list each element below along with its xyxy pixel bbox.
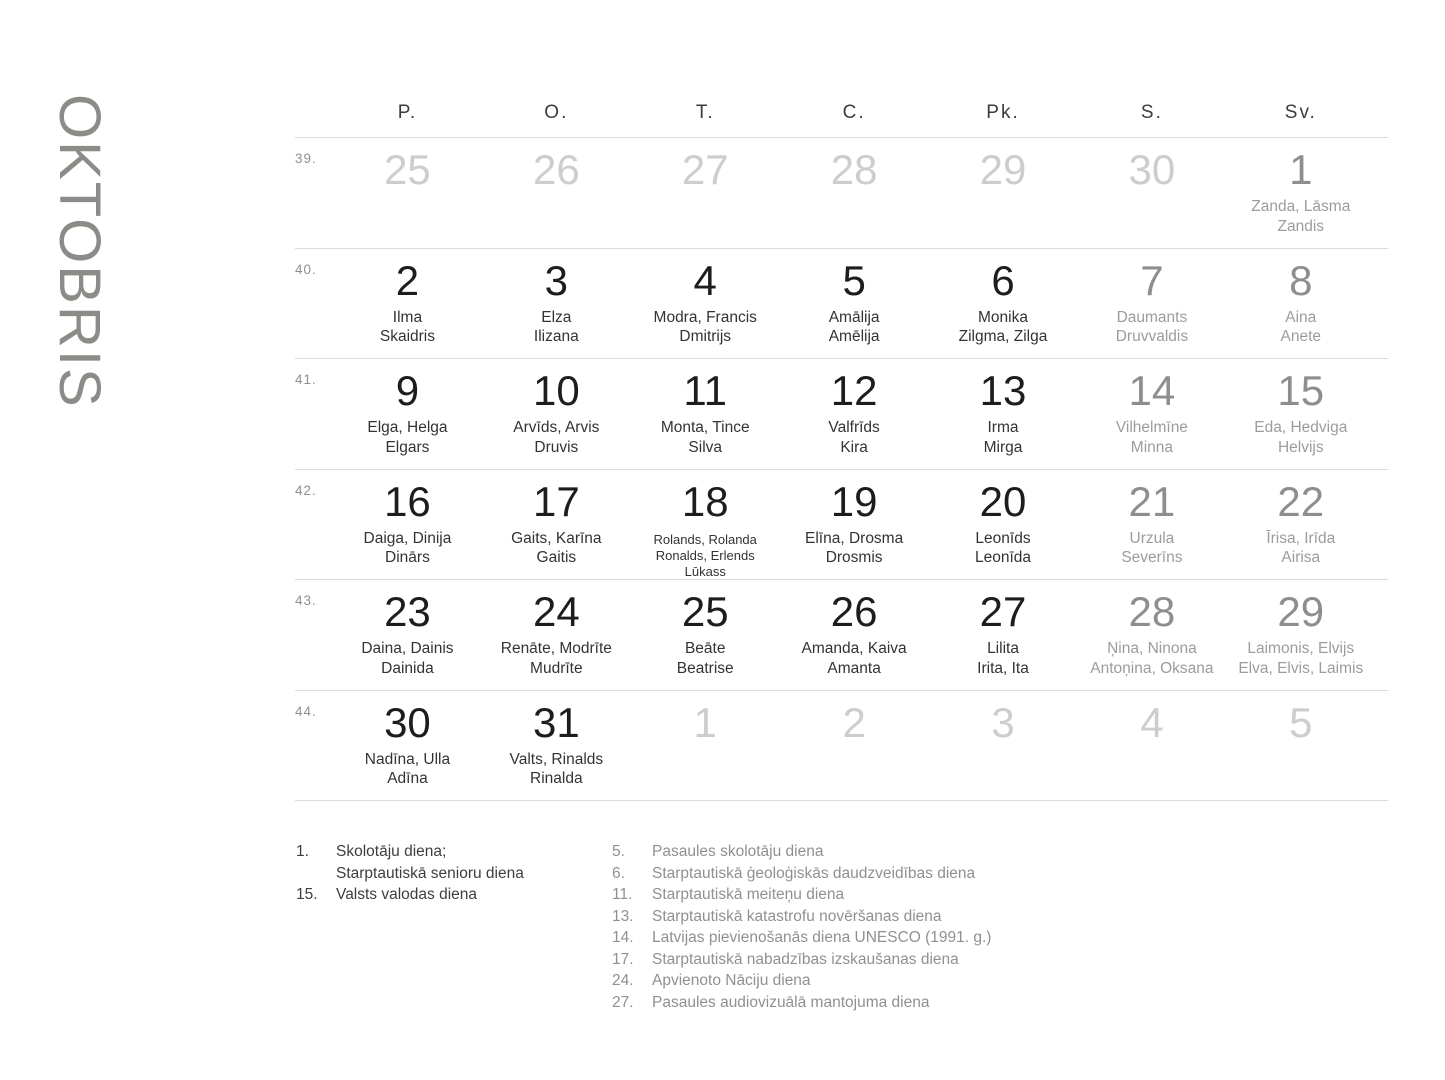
day-names (929, 308, 1078, 347)
name-day-line: Elīna, Drosma (805, 529, 904, 547)
day-number: 18 (681, 477, 729, 525)
footnote-line: Starptautiskā nabadzības izskaušanas diena (652, 950, 959, 968)
weekday-header: T. (695, 102, 715, 123)
day-number: 8 (1289, 256, 1313, 304)
footnote-day-number: 17. (612, 950, 634, 968)
day-number: 20 (979, 477, 1027, 525)
footnote-item (612, 906, 991, 928)
week-row (295, 469, 1388, 580)
footnote-line: Starptautiskā ģeoloģiskās daudzveidības diena (652, 864, 976, 882)
day-cell (631, 470, 780, 580)
day-cell (482, 580, 631, 690)
week-number-label: 41. (295, 372, 317, 387)
day-names (631, 532, 780, 580)
day-cell (929, 470, 1078, 580)
name-day-line: Amēlija (828, 328, 880, 345)
day-number: 2 (395, 256, 420, 304)
footnote-day-number: 13. (612, 907, 634, 925)
footnote-item (296, 884, 524, 906)
name-day-line: Irita, Ita (977, 659, 1029, 677)
day-cell (780, 249, 929, 359)
day-cell (333, 249, 482, 359)
day-cell (1226, 359, 1375, 469)
day-cell (1226, 138, 1375, 248)
footnote-line: Skolotāju diena; (336, 843, 447, 860)
footnote-day-number: 5. (612, 843, 625, 860)
name-day-line: Daiga, Dinija (363, 529, 452, 547)
day-names (482, 529, 631, 568)
day-cell (333, 691, 482, 801)
day-cell (929, 691, 1078, 801)
day-cell (482, 691, 631, 801)
name-day-line: Nadīna, Ulla (364, 750, 451, 768)
day-number: 11 (683, 367, 728, 414)
day-number: 24 (532, 588, 580, 635)
name-day-line: Beatrise (676, 659, 734, 677)
footnote-text (652, 841, 991, 863)
name-day-line: Daumants (1116, 308, 1188, 326)
footnote-day-number: 14. (612, 929, 634, 946)
week-number-label: 39. (295, 151, 317, 166)
day-names (631, 308, 780, 347)
name-day-line: Helvijs (1277, 438, 1324, 456)
name-day-line: Silva (688, 438, 723, 456)
name-day-line: Zandis (1277, 217, 1325, 235)
day-cell (780, 691, 929, 801)
day-number: 4 (1140, 698, 1164, 746)
footnote-text (336, 884, 524, 906)
day-number: 31 (532, 698, 580, 746)
name-day-line: Kira (840, 438, 868, 456)
name-day-line: Valfrīds (828, 419, 880, 436)
name-day-line: Anete (1280, 328, 1322, 345)
day-cell (780, 359, 929, 469)
day-number: 22 (1277, 477, 1325, 525)
footnote-item (612, 841, 991, 863)
name-day-line: Amanta (827, 659, 881, 677)
day-cell (780, 138, 929, 248)
day-names (333, 308, 482, 347)
day-number: 15 (1277, 367, 1325, 414)
name-day-line: Leonīda (974, 549, 1032, 566)
name-day-line: Druvis (534, 438, 579, 456)
footnote-text (652, 863, 991, 885)
month-title: OKTOBRIS (47, 94, 112, 409)
day-cell (631, 580, 780, 690)
weekday-header-row (295, 90, 1388, 137)
name-day-line: Elga, Helga (367, 419, 448, 436)
name-day-line: Amālija (828, 308, 880, 326)
name-day-line: Monika (978, 308, 1028, 326)
day-cell (780, 580, 929, 690)
name-day-line: Elva, Elvis, Laimis (1238, 659, 1364, 677)
week-number-column-spacer (295, 102, 333, 137)
day-names (929, 529, 1078, 568)
day-number: 28 (1128, 588, 1176, 635)
day-names (631, 639, 780, 678)
name-day-line: Amanda, Kaiva (801, 640, 907, 657)
day-number: 25 (384, 146, 431, 193)
day-cell (631, 691, 780, 801)
footnote-item (612, 970, 991, 992)
day-cell (929, 580, 1078, 690)
day-cell (929, 359, 1078, 469)
day-cell (1226, 249, 1375, 359)
day-number: 3 (544, 256, 569, 304)
name-day-line: Valts, Rinalds (509, 750, 604, 768)
footnote-text (652, 906, 991, 928)
footnote-line: Latvijas pievienošanās diena UNESCO (1991. g.) (652, 929, 992, 946)
footnote-text (652, 927, 991, 949)
name-day-line: Leonīds (975, 529, 1031, 547)
name-day-line: Lilita (987, 640, 1019, 657)
name-day-line: Elgars (385, 438, 430, 456)
name-day-line: Minna (1130, 438, 1173, 456)
day-cell (1077, 470, 1226, 580)
day-cell (780, 470, 929, 580)
day-names (780, 529, 929, 568)
name-day-line: Adīna (387, 770, 428, 787)
day-cell (482, 249, 631, 359)
day-cell (1226, 580, 1375, 690)
day-names (482, 418, 631, 457)
footnote-item (612, 992, 991, 1014)
weekday-header: P. (397, 102, 418, 123)
day-number: 16 (384, 477, 431, 525)
name-day-line: Severīns (1121, 549, 1183, 566)
footnote-item (612, 863, 991, 885)
day-names (1226, 639, 1375, 678)
day-names (1226, 529, 1375, 568)
week-number-label: 42. (295, 482, 317, 498)
day-names (1226, 308, 1375, 347)
day-number: 7 (1140, 256, 1164, 304)
day-number: 28 (830, 146, 878, 193)
name-day-line: Ilma (392, 308, 423, 326)
day-names (631, 418, 780, 457)
day-names (1077, 529, 1226, 568)
footnote-item (612, 927, 991, 949)
day-names (482, 750, 631, 789)
day-number: 1 (1289, 146, 1313, 193)
footnote-line: Starptautiskā katastrofu novēršanas diena (652, 907, 942, 925)
day-number: 6 (991, 256, 1015, 304)
day-names (1077, 639, 1226, 678)
calendar-grid (295, 90, 1388, 801)
day-number: 4 (693, 256, 717, 304)
day-names (333, 750, 482, 789)
day-number: 25 (681, 588, 729, 635)
day-cell (1077, 359, 1226, 469)
weekday-header: C. (842, 102, 866, 123)
day-number: 29 (979, 146, 1027, 193)
day-number: 3 (991, 698, 1015, 746)
name-day-line: Īrisa, Irīda (1266, 529, 1336, 547)
name-day-line: Ņina, Ninona (1107, 640, 1197, 657)
day-number: 5 (842, 256, 866, 304)
day-number: 26 (532, 146, 580, 193)
footnote-item (296, 841, 524, 884)
day-names (333, 418, 482, 457)
day-names (1226, 418, 1375, 457)
day-cell (631, 359, 780, 469)
week-number-label: 43. (295, 593, 317, 608)
footnote-item (612, 884, 991, 906)
weekday-header: Sv. (1284, 102, 1317, 123)
name-day-line: Ronalds, Erlends (655, 547, 755, 563)
name-day-line: Skaidris (379, 328, 436, 345)
day-number: 26 (830, 588, 878, 635)
week-number-label: 44. (295, 703, 317, 719)
name-day-line: Gaitis (536, 549, 577, 566)
day-number: 2 (842, 698, 866, 746)
footnote-day-number: 27. (612, 993, 634, 1011)
week-row (295, 248, 1388, 359)
day-cell (1077, 580, 1226, 690)
day-cell (1226, 470, 1375, 580)
day-number: 9 (395, 367, 420, 414)
name-day-line: Elza (541, 308, 572, 326)
week-row (295, 358, 1388, 469)
footnote-day-number: 24. (612, 972, 634, 989)
day-number: 23 (384, 588, 431, 635)
footnote-day-number: 15. (296, 886, 318, 903)
day-names (1077, 418, 1226, 457)
day-names (780, 639, 929, 678)
day-number: 30 (1128, 146, 1176, 193)
day-number: 1 (693, 698, 717, 746)
day-names (482, 308, 631, 347)
footnote-day-number: 6. (612, 864, 625, 882)
day-number: 27 (979, 588, 1027, 635)
name-day-line: Renāte, Modrīte (500, 640, 612, 657)
day-names (929, 639, 1078, 678)
day-names (1226, 197, 1375, 236)
week-row (295, 579, 1388, 690)
day-number: 21 (1128, 477, 1176, 525)
day-number: 19 (830, 477, 878, 525)
name-day-line: Zanda, Lāsma (1251, 198, 1351, 215)
week-number-label: 40. (295, 261, 317, 277)
day-cell (631, 249, 780, 359)
name-day-line: Aina (1285, 308, 1317, 326)
name-day-line: Ilizana (533, 328, 579, 345)
day-number: 30 (384, 698, 431, 746)
name-day-line: Urzula (1129, 529, 1175, 547)
day-number: 13 (979, 367, 1027, 414)
name-day-line: Gaits, Karīna (511, 529, 602, 547)
day-cell (1077, 691, 1226, 801)
day-cell (482, 138, 631, 248)
day-cell (929, 249, 1078, 359)
name-day-line: Rolands, Rolanda (653, 531, 757, 547)
day-number: 27 (681, 146, 729, 193)
footnote-text (652, 970, 991, 992)
day-names (929, 418, 1078, 457)
name-day-line: Irma (987, 419, 1019, 436)
day-cell (1077, 249, 1226, 359)
name-day-line: Druvvaldis (1115, 328, 1189, 345)
day-names (482, 639, 631, 678)
day-number: 5 (1289, 698, 1313, 746)
day-number: 14 (1128, 367, 1176, 414)
day-names (333, 639, 482, 678)
name-day-line: Zilgma, Zilga (958, 328, 1048, 345)
footnote-day-number: 1. (296, 843, 309, 860)
name-day-line: Rinalda (530, 770, 583, 787)
name-day-line: Lūkass (684, 563, 726, 579)
weekday-header: Pk. (986, 102, 1020, 123)
day-cell (1077, 138, 1226, 248)
day-cell (482, 359, 631, 469)
name-day-line: Monta, Tince (660, 419, 750, 436)
footnote-text (652, 884, 991, 906)
footnote-item (612, 949, 991, 971)
day-cell (333, 359, 482, 469)
name-day-line: Drosmis (825, 549, 883, 566)
footnote-line: Valsts valodas diena (336, 886, 478, 903)
name-day-line: Beāte (684, 640, 726, 657)
calendar-body (295, 137, 1388, 801)
footnotes-right-column (612, 841, 991, 1013)
day-names (780, 418, 929, 457)
name-day-line: Dinārs (385, 549, 430, 566)
day-cell (482, 470, 631, 580)
name-day-line: Eda, Hedviga (1254, 419, 1348, 436)
name-day-line: Daina, Dainis (361, 640, 454, 657)
day-number: 29 (1277, 588, 1325, 635)
footnote-text (652, 949, 991, 971)
footnote-line: Pasaules audiovizuālā mantojuma diena (652, 993, 930, 1011)
day-number: 10 (532, 367, 580, 414)
day-number: 17 (532, 477, 580, 525)
day-cell (333, 138, 482, 248)
name-day-line: Modra, Francis (653, 308, 757, 326)
day-number: 12 (830, 367, 878, 414)
week-row (295, 137, 1388, 248)
footnote-day-number: 11. (612, 886, 633, 903)
weekday-header: O. (544, 102, 569, 123)
day-names (1077, 308, 1226, 347)
weekday-header: S. (1140, 102, 1163, 123)
day-names (780, 308, 929, 347)
footnote-text (652, 992, 991, 1014)
name-day-line: Vilhelmīne (1115, 419, 1188, 436)
footnote-line: Starptautiskā senioru diena (336, 864, 524, 882)
name-day-line: Arvīds, Arvis (513, 419, 600, 436)
day-cell (929, 138, 1078, 248)
day-cell (333, 470, 482, 580)
name-day-line: Antoņina, Oksana (1090, 659, 1214, 677)
name-day-line: Laimonis, Elvijs (1247, 640, 1355, 657)
day-cell (631, 138, 780, 248)
week-row (295, 690, 1388, 801)
name-day-line: Mirga (983, 438, 1023, 456)
footnote-line: Apvienoto Nāciju diena (652, 972, 811, 989)
footnote-text (336, 841, 524, 884)
footnotes-left-column (296, 841, 524, 906)
footnote-line: Pasaules skolotāju diena (652, 843, 824, 860)
name-day-line: Dainida (381, 659, 434, 677)
name-day-line: Mudrīte (530, 659, 583, 677)
name-day-line: Airisa (1281, 549, 1321, 566)
name-day-line: Dmitrijs (679, 328, 732, 345)
day-names (333, 529, 482, 568)
day-cell (333, 580, 482, 690)
footnote-line: Starptautiskā meiteņu diena (652, 886, 845, 903)
day-cell (1226, 691, 1375, 801)
